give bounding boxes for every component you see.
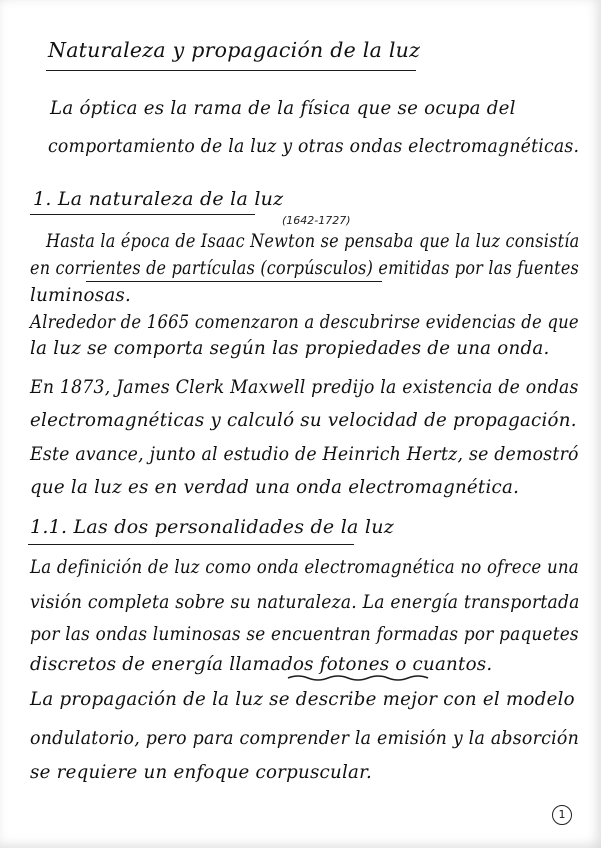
intro-line-1: La óptica es la rama de la física que se ocupa del <box>50 98 516 119</box>
section-1-line-6: En 1873, James Clerk Maxwell predijo la existencia de ondas <box>30 377 579 398</box>
page-number: 1 <box>552 805 572 825</box>
section-1-line-4: Alrededor de 1665 comenzaron a descubrirse evidencias de que <box>30 312 579 333</box>
section-1-underline <box>30 214 255 215</box>
intro-line-2: comportamiento de la luz y otras ondas electromagnéticas. <box>48 136 580 157</box>
section-1-1-line-4: discretos de energía llamados fotones o cuantos. <box>30 654 493 675</box>
particles-underline <box>86 281 382 282</box>
section-1-1-line-6: ondulatorio, pero para comprender la emisión y la absorción <box>30 728 580 749</box>
section-1-line-9: que la luz es en verdad una onda electromagnética. <box>30 477 520 498</box>
section-1-heading: 1. La naturaleza de la luz <box>33 188 284 210</box>
section-1-line-8: Este avance, junto al estudio de Heinrich Hertz, se demostró <box>30 444 579 465</box>
section-1-1-underline <box>28 544 354 545</box>
section-1-1-line-2: visión completa sobre su naturaleza. La energía transportada <box>30 592 580 613</box>
section-1-line-2: en corrientes de partículas (corpúsculos) emitidas por las fuentes <box>30 258 580 279</box>
page-title: Naturaleza y propagación de la luz <box>48 38 421 62</box>
section-1-1-line-3: por las ondas luminosas se encuentran formadas por paquetes <box>30 624 579 645</box>
section-1-1-line-1: La definición de luz como onda electromagnética no ofrece una <box>30 557 579 578</box>
title-underline <box>46 70 416 71</box>
section-1-1-line-5: La propagación de la luz se describe mejor con el modelo <box>30 689 575 710</box>
newton-years-annotation: (1642-1727) <box>282 214 351 227</box>
section-1-line-7: electromagnéticas y calculó su velocidad de propagación. <box>30 410 577 431</box>
section-1-line-3: luminosas. <box>30 285 132 306</box>
section-1-1-line-7: se requiere un enfoque corpuscular. <box>30 762 373 783</box>
section-1-1-heading: 1.1. Las dos personalidades de la luz <box>30 516 394 538</box>
section-1-line-1: Hasta la época de Isaac Newton se pensaba que la luz consistía <box>46 231 580 252</box>
section-1-line-5: la luz se comporta según las propiedades de una onda. <box>30 338 550 359</box>
